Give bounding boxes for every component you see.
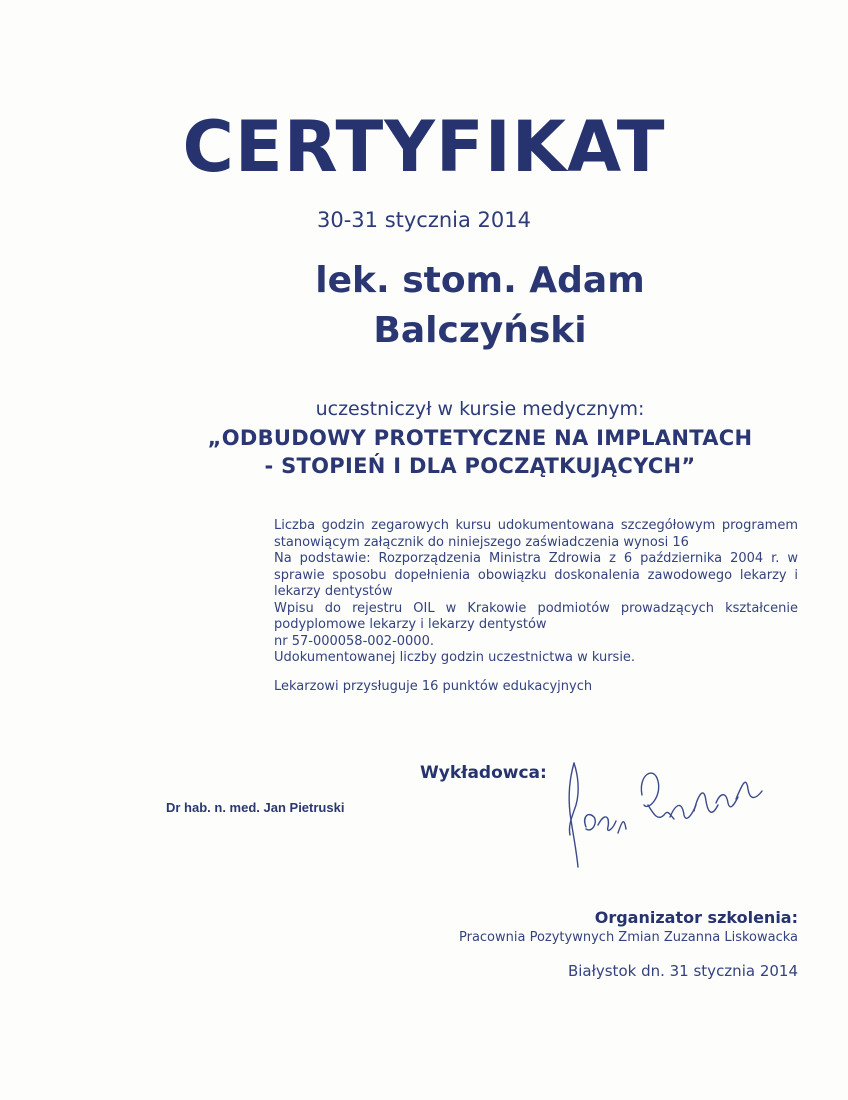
registry-number: nr 57-000058-002-0000.: [274, 633, 434, 649]
registry-paragraph: Wpisu do rejestru OIL w Krakowie podmiotów prowadzących kształcenie podyplomowe lekarzy i lekarzy dentystów: [274, 600, 798, 632]
course-title-line2: - STOPIEŃ I DLA POCZĄTKUJĄCYCH”: [264, 454, 696, 478]
place-and-date: Białystok dn. 31 stycznia 2014: [567, 962, 798, 980]
lecturer-label: Wykładowca:: [420, 763, 547, 783]
organizer-name: Pracownia Pozytywnych Zmian Zuzanna Liskowacka: [458, 930, 798, 945]
participant-name-line2: Balczyński: [373, 310, 587, 351]
participant-name-line1: lek. stom. Adam: [315, 260, 645, 301]
regulation-paragraph: Na podstawie: Rozporządzenia Ministra Zdrowia z 6 października 2004 r. w sprawie sposobu dopełnienia obowiązku doskonalenia zawodowego lekarzy i lekarzy dentystów: [274, 551, 798, 599]
organizer-label: Organizator szkolenia:: [594, 908, 798, 927]
participant-name: [0, 256, 848, 356]
course-title: [0, 424, 848, 480]
participation-statement: uczestniczył w kursie medycznym:: [315, 398, 645, 420]
certificate-body: [274, 518, 798, 695]
signature-icon: [558, 755, 768, 875]
course-date: 30-31 stycznia 2014: [317, 208, 531, 232]
documented-hours: Udokumentowanej liczby godzin uczestnictwa w kursie.: [274, 650, 636, 665]
certificate-title: CERTYFIKAT: [182, 106, 666, 188]
education-points: Lekarzowi przysługuje 16 punktów edukacyjnych: [274, 678, 593, 694]
course-title-line1: „ODBUDOWY PROTETYCZNE NA IMPLANTACH: [207, 426, 753, 450]
hours-paragraph: Liczba godzin zegarowych kursu udokumentowana szczegółowym programem stanowiącym załącznik do niniejszego zaświadczenia wynosi 16: [274, 518, 798, 550]
lecturer-name: Dr hab. n. med. Jan Pietruski: [166, 800, 345, 815]
